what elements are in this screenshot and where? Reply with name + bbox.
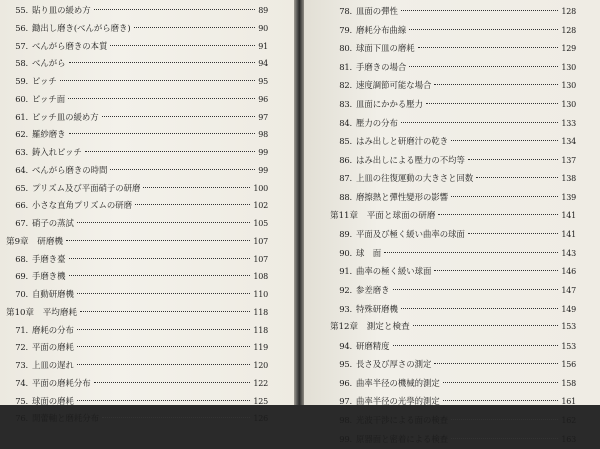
dot-leader: [68, 98, 255, 99]
toc-entry: [330, 114, 576, 133]
toc-entry: [6, 20, 268, 38]
toc-chapter-heading: [6, 233, 268, 251]
entry-page-number: 149: [561, 304, 576, 314]
toc-entry: [330, 411, 576, 430]
toc-entry: [330, 2, 576, 21]
entry-title: 研磨精度: [356, 340, 390, 351]
dot-leader: [451, 140, 558, 141]
entry-title: 特殊研磨機: [356, 303, 398, 314]
dot-leader: [135, 204, 250, 205]
toc-entry: [330, 430, 576, 449]
toc-entry: [6, 268, 268, 286]
entry-number: 60.: [15, 93, 28, 104]
entry-number: 81.: [339, 61, 352, 72]
toc-chapter-heading: [330, 318, 576, 337]
entry-number: 91.: [339, 266, 352, 277]
book-gutter: [294, 0, 304, 405]
entry-page-number: 107: [253, 254, 268, 264]
entry-title: 開蕾軸と磨耗分布: [32, 413, 99, 424]
entry-page-number: 90: [258, 23, 268, 33]
entry-number: 76.: [15, 413, 28, 424]
entry-page-number: 128: [561, 25, 576, 35]
dot-leader: [409, 29, 558, 30]
entry-title: 長さ及び厚さの測定: [356, 359, 432, 370]
entry-number: 83.: [339, 98, 352, 109]
entry-page-number: 138: [561, 174, 576, 184]
entry-number: 85.: [339, 136, 352, 147]
toc-entry: [6, 357, 268, 375]
toc-entry: [330, 262, 576, 281]
dot-leader: [401, 308, 558, 309]
dot-leader: [77, 329, 250, 330]
dot-leader: [451, 438, 558, 439]
entry-title: 曲率の極く緩い球面: [356, 266, 432, 277]
entry-number: 87.: [339, 173, 352, 184]
toc-entry: [6, 322, 268, 340]
toc-entry: [330, 355, 576, 374]
entry-number: 63.: [15, 147, 28, 157]
entry-page-number: 134: [561, 137, 576, 147]
dot-leader: [69, 133, 256, 134]
entry-title: 第10章 平均磨耗: [6, 307, 78, 318]
toc-entry: [6, 197, 268, 215]
dot-leader: [69, 275, 251, 276]
dot-leader: [393, 345, 559, 346]
entry-number: 97.: [339, 396, 352, 407]
entry-number: 61.: [15, 111, 28, 122]
entry-number: 57.: [15, 40, 28, 51]
entry-number: 71.: [15, 324, 28, 335]
entry-number: 89.: [339, 229, 352, 240]
entry-number: 92.: [339, 284, 352, 295]
entry-page-number: 108: [253, 272, 268, 282]
toc-entry: [330, 58, 576, 77]
entry-page-number: 130: [561, 81, 576, 91]
entry-page-number: 118: [253, 325, 268, 335]
entry-page-number: 129: [561, 44, 576, 54]
entry-page-number: 94: [258, 59, 268, 69]
entry-title: 上皿の往復運動の大きさと回数: [356, 173, 474, 184]
entry-page-number: 139: [561, 192, 576, 202]
toc-entry: [330, 151, 576, 170]
entry-page-number: 153: [561, 341, 576, 351]
toc-entry: [330, 76, 576, 95]
entry-number: 95.: [339, 359, 352, 370]
toc-entry: [330, 374, 576, 393]
right-page: [304, 0, 600, 444]
toc-entry: [330, 169, 576, 188]
toc-entry: [330, 21, 576, 40]
toc-entry: [330, 392, 576, 411]
entry-number: 65.: [15, 182, 28, 193]
entry-title: ピッチ皿の緩め方: [32, 111, 99, 122]
dot-leader: [438, 214, 558, 215]
toc-list-right: [330, 2, 576, 448]
dot-leader: [434, 84, 558, 85]
entry-page-number: 107: [253, 236, 268, 246]
dot-leader: [110, 169, 255, 170]
entry-number: 59.: [15, 76, 28, 86]
dot-leader: [66, 240, 250, 241]
dot-leader: [102, 417, 250, 418]
toc-entry: [330, 95, 576, 114]
entry-number: 80.: [339, 43, 352, 54]
entry-title: 硝子の蒸試: [32, 218, 74, 228]
entry-title: 手磨き臺: [32, 253, 66, 264]
entry-page-number: 119: [253, 343, 268, 353]
entry-title: 速度調節可能な場合: [356, 80, 432, 91]
entry-title: 第12章 測定と検査: [330, 322, 410, 333]
entry-page-number: 162: [561, 416, 576, 426]
entry-title: 磨耗の分布: [32, 324, 74, 335]
toc-entry: [6, 410, 268, 428]
entry-number: 88.: [339, 191, 352, 202]
dot-leader: [69, 62, 256, 63]
toc-entry: [6, 55, 268, 73]
entry-number: 56.: [15, 22, 28, 33]
toc-entry: [6, 91, 268, 109]
entry-page-number: 98: [258, 130, 268, 140]
entry-number: 58.: [15, 58, 28, 69]
entry-page-number: 99: [258, 165, 268, 175]
entry-page-number: 96: [258, 94, 268, 104]
entry-page-number: 99: [258, 148, 268, 157]
dot-leader: [468, 159, 558, 160]
entry-page-number: 118: [253, 307, 268, 317]
entry-title: ピッチ面: [32, 93, 66, 104]
toc-entry: [6, 393, 268, 411]
dot-leader: [413, 325, 559, 326]
dot-leader: [80, 311, 250, 312]
entry-title: 磨耗分布曲線: [356, 24, 407, 35]
toc-entry: [6, 162, 268, 180]
entry-number: 68.: [15, 253, 28, 264]
entry-title: ピッチ: [32, 76, 57, 86]
entry-number: 72.: [15, 342, 28, 353]
entry-title: 自動研磨機: [32, 289, 74, 299]
dot-leader: [409, 66, 558, 67]
entry-number: 73.: [15, 360, 28, 370]
toc-entry: [330, 300, 576, 319]
entry-number: 79.: [339, 24, 352, 35]
entry-number: 78.: [339, 6, 352, 16]
toc-entry: [6, 126, 268, 144]
entry-page-number: 91: [258, 41, 268, 51]
entry-page-number: 146: [561, 267, 576, 277]
entry-page-number: 110: [253, 290, 268, 299]
entry-page-number: 156: [561, 360, 576, 370]
entry-title: 第9章 研磨機: [6, 236, 64, 247]
entry-page-number: 126: [253, 414, 268, 424]
entry-title: べんがら磨きの本質: [32, 40, 108, 51]
entry-number: 67.: [15, 218, 28, 228]
entry-title: 磨擦熱と彈性變形の影響: [356, 191, 449, 202]
entry-title: 小さな直角プリズムの研磨: [32, 200, 132, 211]
entry-page-number: 141: [561, 210, 576, 220]
entry-number: 93.: [339, 303, 352, 314]
toc-entry: [330, 132, 576, 151]
entry-title: 参差磨き: [356, 284, 390, 295]
entry-title: 平面の磨耗: [32, 342, 74, 353]
dot-leader: [384, 252, 558, 253]
toc-entry: [330, 281, 576, 300]
entry-title: べんがら磨きの時間: [32, 164, 108, 175]
dot-leader: [451, 419, 558, 420]
toc-chapter-heading: [330, 207, 576, 226]
dot-leader: [443, 382, 559, 383]
toc-entry: [6, 180, 268, 198]
entry-title: 羅紗磨き: [32, 129, 66, 140]
entry-number: 69.: [15, 271, 28, 282]
entry-number: 74.: [15, 377, 28, 388]
entry-title: はみ出しによる壓力の不均等: [356, 154, 465, 165]
toc-entry: [6, 339, 268, 357]
entry-number: 98.: [339, 415, 352, 426]
entry-title: 曲率半径の光學的測定: [356, 396, 440, 407]
entry-page-number: 158: [561, 378, 576, 388]
toc-entry: [6, 215, 268, 233]
entry-page-number: 122: [253, 378, 268, 388]
entry-title: 皿面の彈性: [356, 6, 398, 16]
dot-leader: [401, 10, 558, 11]
entry-page-number: 125: [253, 396, 268, 406]
entry-title: 平面の磨耗分布: [32, 377, 91, 388]
entry-title: 上皿の遅れ: [32, 360, 74, 370]
entry-title: 球面の磨耗: [32, 395, 74, 406]
toc-entry: [330, 188, 576, 207]
entry-title: 平面及び極く緩い曲率の球面: [356, 229, 465, 240]
toc-entry: [6, 73, 268, 91]
dot-leader: [476, 177, 558, 178]
entry-title: 曲率半径の機械的測定: [356, 377, 440, 388]
entry-title: はみ出しと研磨汁の乾き: [356, 136, 449, 147]
entry-title: 鋤出し磨き(べんがら磨き): [32, 22, 131, 33]
dot-leader: [451, 196, 558, 197]
toc-chapter-heading: [6, 304, 268, 322]
entry-page-number: 147: [561, 285, 576, 295]
dot-leader: [94, 382, 251, 383]
entry-title: 手磨きの場合: [356, 61, 407, 72]
entry-number: 55.: [15, 5, 28, 15]
entry-title: 光波干渉による面の検査: [356, 415, 449, 426]
toc-entry: [330, 225, 576, 244]
entry-page-number: 105: [253, 219, 268, 228]
dot-leader: [434, 270, 558, 271]
entry-page-number: 130: [561, 99, 576, 109]
entry-number: 90.: [339, 247, 352, 258]
entry-title: 貼り皿の緩め方: [32, 5, 91, 15]
dot-leader: [134, 27, 256, 28]
entry-page-number: 89: [258, 6, 268, 15]
dot-leader: [426, 103, 558, 104]
dot-leader: [443, 400, 559, 401]
entry-page-number: 97: [258, 112, 268, 122]
entry-title: 鋳入れピッチ: [32, 147, 82, 157]
toc-entry: [6, 251, 268, 269]
entry-page-number: 153: [561, 322, 576, 332]
entry-page-number: 130: [561, 62, 576, 72]
dot-leader: [401, 122, 558, 123]
entry-number: 70.: [15, 289, 28, 299]
entry-number: 86.: [339, 154, 352, 165]
entry-page-number: 100: [253, 183, 268, 193]
entry-number: 75.: [15, 395, 28, 406]
toc-entry: [6, 2, 268, 20]
dot-leader: [143, 187, 250, 188]
entry-title: 第11章 平面と球面の研磨: [330, 210, 436, 221]
entry-page-number: 133: [561, 118, 576, 128]
entry-title: べんがら: [32, 58, 66, 69]
dot-leader: [60, 80, 255, 81]
entry-title: プリズム及び平面硝子の研磨: [32, 182, 141, 193]
entry-page-number: 143: [561, 248, 576, 258]
dot-leader: [77, 222, 250, 223]
toc-entry: [6, 286, 268, 304]
dot-leader: [434, 363, 558, 364]
entry-number: 64.: [15, 164, 28, 175]
dot-leader: [85, 151, 255, 152]
dot-leader: [77, 346, 250, 347]
left-page: [0, 0, 294, 424]
toc-entry: [6, 109, 268, 127]
toc-entry: [6, 144, 268, 162]
entry-number: 66.: [15, 200, 28, 211]
entry-number: 94.: [339, 340, 352, 351]
entry-page-number: 95: [258, 77, 268, 86]
entry-title: 球面下皿の磨耗: [356, 43, 415, 54]
toc-list-left: [6, 2, 268, 428]
dot-leader: [77, 364, 250, 365]
dot-leader: [468, 233, 558, 234]
dot-leader: [102, 116, 256, 117]
entry-number: 62.: [15, 129, 28, 140]
toc-entry: [330, 244, 576, 263]
toc-entry: [6, 375, 268, 393]
toc-entry: [330, 39, 576, 58]
entry-number: 84.: [339, 117, 352, 128]
entry-page-number: 120: [253, 361, 268, 370]
dot-leader: [77, 400, 250, 401]
toc-entry: [330, 337, 576, 356]
entry-title: 球 面: [356, 247, 382, 258]
entry-title: 手磨き機: [32, 271, 66, 282]
entry-number: 99.: [339, 433, 352, 444]
toc-entry: [6, 38, 268, 56]
entry-title: 皿面にかかる壓力: [356, 98, 423, 109]
dot-leader: [110, 45, 255, 46]
entry-page-number: 128: [561, 7, 576, 16]
entry-page-number: 102: [253, 201, 268, 211]
entry-number: 82.: [339, 80, 352, 91]
dot-leader: [393, 289, 559, 290]
dot-leader: [77, 293, 250, 294]
dot-leader: [69, 258, 251, 259]
entry-page-number: 163: [561, 434, 576, 444]
entry-title: 壓力の分布: [356, 117, 398, 128]
entry-page-number: 141: [561, 230, 576, 240]
entry-number: 96.: [339, 377, 352, 388]
dot-leader: [94, 9, 256, 10]
dot-leader: [418, 47, 559, 48]
entry-page-number: 161: [561, 397, 576, 407]
entry-title: 原器面と密着による検査: [356, 433, 449, 444]
entry-page-number: 137: [561, 155, 576, 165]
